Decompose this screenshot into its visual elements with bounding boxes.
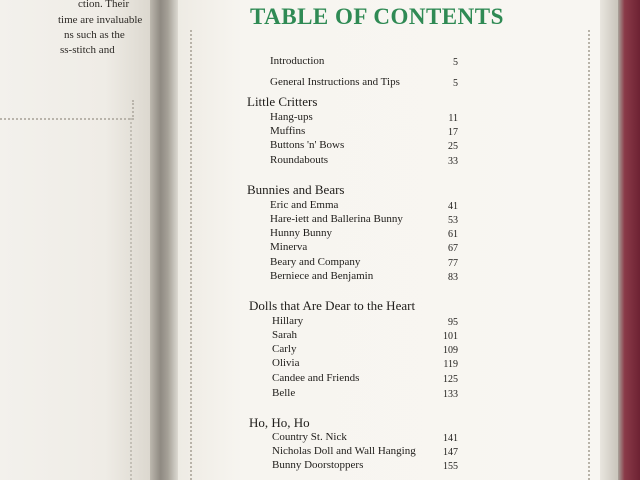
toc-section-title: Little Critters [247, 94, 318, 109]
toc-entry-label: Hillary [272, 315, 304, 327]
toc-entry-label: Nicholas Doll and Wall Hanging [272, 445, 416, 457]
toc-entry-page: 147 [443, 447, 458, 458]
toc-entry-label: Belle [272, 387, 296, 399]
toc-entry-page: 53 [448, 215, 458, 226]
toc-entry-label: Berniece and Benjamin [270, 270, 374, 282]
toc-section-title: Dolls that Are Dear to the Heart [249, 298, 416, 313]
toc-entry-page: 17 [448, 127, 458, 138]
toc-dotted-border-left [190, 30, 192, 480]
left-page [0, 0, 150, 480]
toc-entry-label: Carly [272, 343, 297, 355]
left-page-dotted-border-vertical [130, 118, 132, 480]
toc-entry-page: 77 [448, 258, 458, 269]
toc-entry-page: 119 [443, 359, 458, 370]
toc-entry-page: 109 [443, 345, 458, 356]
right-page [178, 0, 608, 480]
toc-entry-page: 83 [448, 272, 458, 283]
toc-entry-page: 33 [448, 156, 458, 167]
toc-dotted-border-right [588, 30, 590, 480]
left-page-line: time are invaluable [58, 14, 143, 26]
toc-entry-page: 141 [443, 433, 458, 444]
toc-section-title: Bunnies and Bears [247, 182, 345, 197]
toc-entry-label: Buttons 'n' Bows [270, 139, 345, 151]
toc-entry-page: 133 [443, 389, 458, 400]
toc-entry-label: Bunny Doorstoppers [272, 459, 364, 471]
toc-entry-page: 67 [448, 243, 458, 254]
left-page-line: ss-stitch and [60, 44, 115, 56]
toc-entry-page: 5 [453, 78, 458, 89]
toc-entry-label: Beary and Company [270, 256, 361, 268]
toc-entry-label: Introduction [270, 55, 325, 67]
toc-entry-label: Roundabouts [270, 154, 329, 166]
book-cover-edge [618, 0, 640, 480]
toc-entry-page: 155 [443, 461, 458, 472]
toc-entry-page: 5 [453, 57, 458, 68]
toc-entry-page: 11 [448, 113, 458, 124]
toc-entry-label: Muffins [270, 125, 306, 137]
toc-entry-label: Hang-ups [270, 111, 313, 123]
toc-entry-page: 25 [448, 141, 458, 152]
toc-entry-label: Eric and Emma [270, 199, 339, 211]
toc-entry-label: Minerva [270, 241, 308, 253]
toc-entry-label: Country St. Nick [272, 431, 347, 443]
left-page-dotted-border [0, 100, 134, 120]
toc-entry-label: Hare-iett and Ballerina Bunny [270, 213, 403, 225]
toc-entry-label: General Instructions and Tips [270, 76, 400, 88]
toc-entry-page: 125 [443, 374, 458, 385]
toc-entry-label: Sarah [272, 329, 298, 341]
left-page-line: ction. Their [78, 0, 130, 10]
toc-entry-page: 61 [448, 229, 458, 240]
toc-entry-page: 95 [448, 317, 458, 328]
toc-entry-label: Candee and Friends [272, 372, 360, 384]
toc-entry-page: 41 [448, 201, 458, 212]
toc-section-title: Ho, Ho, Ho [249, 415, 310, 430]
toc-title: TABLE OF CONTENTS [250, 4, 504, 29]
toc-entry-label: Olivia [272, 357, 300, 369]
left-page-line: ns such as the [64, 29, 125, 41]
toc-entry-page: 101 [443, 331, 458, 342]
toc-entry-label: Hunny Bunny [270, 227, 333, 239]
book-gutter [150, 0, 180, 480]
